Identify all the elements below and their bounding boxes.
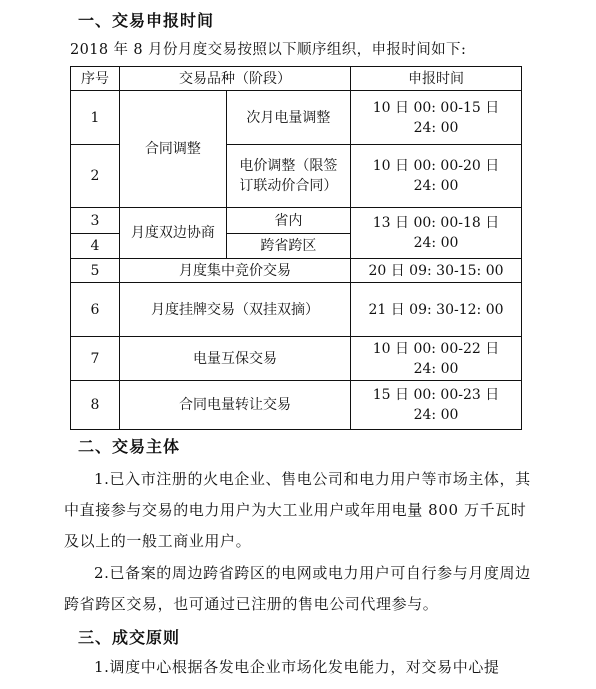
table-row [71,381,522,430]
row-time [351,208,522,259]
header-type: 交易品种（阶段） [120,67,351,91]
row-time [351,337,522,381]
table-row [71,208,522,234]
group-contract-adjust: 合同调整 [120,91,227,208]
sub-line-1: 电价调整（限签 [239,158,338,174]
time-line-1: 15 日 00: 00-23 日 [372,387,500,403]
group-bilateral: 月度双边协商 [120,208,227,259]
row-no: 4 [71,234,120,259]
row-no: 7 [71,337,120,381]
table-row [71,337,522,381]
section-1-title: 一、交易申报时间 [78,11,215,30]
section-1-intro: 2018 年 8 月份月度交易按照以下顺序组织，申报时间如下: [70,42,467,58]
row-name: 合同电量转让交易 [120,381,351,430]
row-no: 6 [71,283,120,337]
table-header-row [71,67,522,91]
row-name: 月度挂牌交易（双挂双摘） [120,283,351,337]
section-3-paragraph-1: 1.调度中心根据各发电企业市场化发电能力，对交易中心提 [94,658,500,676]
table-row [71,91,522,145]
table-row [71,259,522,283]
section-2-title: 二、交易主体 [78,437,181,456]
row-sub [226,145,350,208]
time-line-1: 13 日 00: 00-18 日 [372,215,500,231]
time-line-2: 24: 00 [413,178,459,194]
row-no: 1 [71,91,120,145]
row-time [351,145,522,208]
row-sub: 跨省跨区 [226,234,350,259]
row-name: 电量互保交易 [120,337,351,381]
row-time: 21 日 09: 30-12: 00 [351,283,522,337]
time-line-1: 10 日 00: 00-22 日 [372,340,500,357]
sub-line-2: 订联动价合同） [239,178,338,194]
row-sub: 省内 [226,208,350,234]
row-time [351,381,522,430]
time-line-2: 24: 00 [413,235,459,251]
row-time [351,91,522,145]
section-3-title: 三、成交原则 [78,628,181,647]
row-no: 5 [71,259,120,283]
section-2-paragraph-1: 1.已入市注册的火电企业、售电公司和电力用户等市场主体，其中直接参与交易的电力用户为大工业用户或年用电量 800 万千瓦时及以上的一般工商业用户。 [64,470,531,550]
row-no: 3 [71,208,120,234]
row-time: 20 日 09: 30-15: 00 [351,259,522,283]
header-time: 申报时间 [351,67,522,91]
header-no: 序号 [71,67,120,91]
time-line-1: 10 日 00: 00-20 日 [372,158,500,174]
schedule-table [70,66,522,430]
time-line-2: 24: 00 [413,360,459,377]
time-line-1: 10 日 00: 00-15 日 [372,99,500,116]
row-no: 2 [71,145,120,208]
row-no: 8 [71,381,120,430]
time-line-2: 24: 00 [413,119,459,136]
row-sub: 次月电量调整 [226,91,350,145]
row-name: 月度集中竞价交易 [120,259,351,283]
table-row [71,283,522,337]
section-2-paragraph-2: 2.已备案的周边跨省跨区的电网或电力用户可自行参与月度周边跨省跨区交易，也可通过已注册的售电公司代理参与。 [64,564,531,613]
time-line-2: 24: 00 [413,407,459,423]
